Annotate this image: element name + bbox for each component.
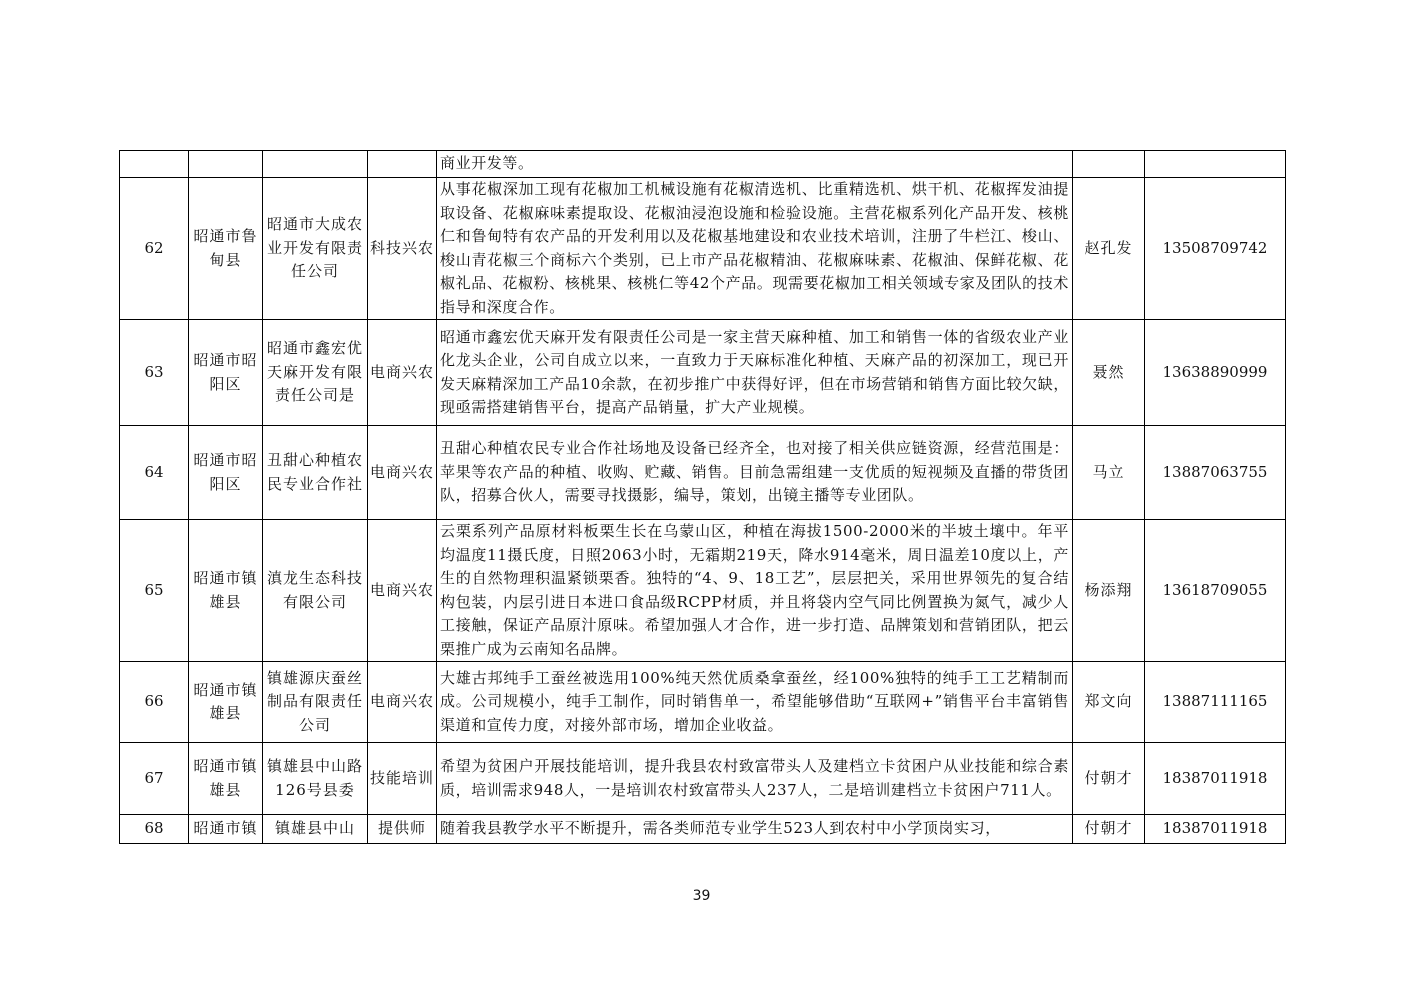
organization-cell: 滇龙生态科技有限公司 bbox=[263, 520, 368, 662]
category-cell: 电商兴农 bbox=[368, 520, 437, 662]
table-row bbox=[120, 320, 1286, 426]
table-row bbox=[120, 151, 1286, 178]
region-cell bbox=[189, 151, 263, 178]
phone-cell: 13508709742 bbox=[1145, 178, 1286, 320]
category-cell: 电商兴农 bbox=[368, 320, 437, 426]
organization-cell: 丑甜心种植农民专业合作社 bbox=[263, 426, 368, 520]
category-cell: 科技兴农 bbox=[368, 178, 437, 320]
row-number: 68 bbox=[120, 815, 189, 844]
phone-cell: 13887111165 bbox=[1145, 662, 1286, 743]
organization-cell: 镇雄源庆蚕丝制品有限责任公司 bbox=[263, 662, 368, 743]
contact-person-cell: 付朝才 bbox=[1073, 743, 1145, 815]
table-row bbox=[120, 662, 1286, 743]
category-cell bbox=[368, 151, 437, 178]
region-cell: 昭通市昭阳区 bbox=[189, 320, 263, 426]
organization-cell: 镇雄县中山路126号县委 bbox=[263, 743, 368, 815]
page-number: 39 bbox=[692, 888, 711, 904]
contact-person-cell: 杨添翔 bbox=[1073, 520, 1145, 662]
phone-cell: 13618709055 bbox=[1145, 520, 1286, 662]
row-number bbox=[120, 151, 189, 178]
table-row bbox=[120, 520, 1286, 662]
region-cell: 昭通市鲁甸县 bbox=[189, 178, 263, 320]
region-cell: 昭通市镇雄县 bbox=[189, 662, 263, 743]
region-cell: 昭通市镇雄县 bbox=[189, 743, 263, 815]
organization-cell: 昭通市大成农业开发有限责任公司 bbox=[263, 178, 368, 320]
organization-cell bbox=[263, 151, 368, 178]
description-cell: 希望为贫困户开展技能培训，提升我县农村致富带头人及建档立卡贫困户从业技能和综合素质，培训需求948人，一是培训农村致富带头人237人，二是培训建档立卡贫困户711人。 bbox=[437, 743, 1073, 815]
contact-person-cell: 聂然 bbox=[1073, 320, 1145, 426]
organization-cell: 昭通市鑫宏优天麻开发有限责任公司是 bbox=[263, 320, 368, 426]
description-cell: 大雄古邦纯手工蚕丝被选用100%纯天然优质桑拿蚕丝，经100%独特的纯手工工艺精制而成。公司规模小，纯手工制作，同时销售单一，希望能够借助“互联网+”销售平台丰富销售渠道和宣传力度，对接外部市场，增加企业收益。 bbox=[437, 662, 1073, 743]
contact-person-cell: 马立 bbox=[1073, 426, 1145, 520]
table-row bbox=[120, 178, 1286, 320]
phone-cell: 18387011918 bbox=[1145, 815, 1286, 844]
phone-cell: 18387011918 bbox=[1145, 743, 1286, 815]
region-cell: 昭通市镇 bbox=[189, 815, 263, 844]
row-number: 65 bbox=[120, 520, 189, 662]
data-table bbox=[119, 150, 1286, 844]
table-row bbox=[120, 426, 1286, 520]
category-cell: 电商兴农 bbox=[368, 426, 437, 520]
description-cell: 随着我县教学水平不断提升，需各类师范专业学生523人到农村中小学顶岗实习， bbox=[437, 815, 1073, 844]
category-cell: 技能培训 bbox=[368, 743, 437, 815]
description-cell: 云栗系列产品原材料板栗生长在乌蒙山区，种植在海拔1500-2000米的半坡土壤中。年平均温度11摄氏度，日照2063小时，无霜期219天，降水914毫米，周日温差10度以上，产生的自然物理积温紧锁栗香。独特的“4、9、18工艺”，层层把关，采用世界领先的复合结构包装，内层引进日本进口食品级RCPP材质，并且将袋内空气同比例置换为氮气，减少人工接触，保证产品原汁原味。希望加强人才合作，进一步打造、品牌策划和营销团队，把云栗推广成为云南知名品牌。 bbox=[437, 520, 1073, 662]
row-number: 66 bbox=[120, 662, 189, 743]
phone-cell bbox=[1145, 151, 1286, 178]
row-number: 67 bbox=[120, 743, 189, 815]
contact-person-cell: 付朝才 bbox=[1073, 815, 1145, 844]
description-cell: 从事花椒深加工现有花椒加工机械设施有花椒清选机、比重精选机、烘干机、花椒挥发油提取设备、花椒麻味素提取设、花椒油浸泡设施和检验设施。主营花椒系列化产品开发、核桃仁和鲁甸特有农产品的开发利用以及花椒基地建设和农业技术培训，注册了牛栏江、梭山、梭山青花椒三个商标六个类别，已上市产品花椒精油、花椒麻味素、花椒油、保鲜花椒、花椒礼品、花椒粉、核桃果、核桃仁等42个产品。现需要花椒加工相关领域专家及团队的技术指导和深度合作。 bbox=[437, 178, 1073, 320]
phone-cell: 13887063755 bbox=[1145, 426, 1286, 520]
phone-cell: 13638890999 bbox=[1145, 320, 1286, 426]
table-row bbox=[120, 743, 1286, 815]
table-row bbox=[120, 815, 1286, 844]
description-cell: 丑甜心种植农民专业合作社场地及设备已经齐全，也对接了相关供应链资源，经营范围是：苹果等农产品的种植、收购、贮藏、销售。目前急需组建一支优质的短视频及直播的带货团队，招募合伙人，需要寻找摄影，编导，策划，出镜主播等专业团队。 bbox=[437, 426, 1073, 520]
contact-person-cell bbox=[1073, 151, 1145, 178]
row-number: 64 bbox=[120, 426, 189, 520]
description-cell: 商业开发等。 bbox=[437, 151, 1073, 178]
region-cell: 昭通市昭阳区 bbox=[189, 426, 263, 520]
contact-person-cell: 郑文向 bbox=[1073, 662, 1145, 743]
row-number: 62 bbox=[120, 178, 189, 320]
organization-cell: 镇雄县中山 bbox=[263, 815, 368, 844]
description-cell: 昭通市鑫宏优天麻开发有限责任公司是一家主营天麻种植、加工和销售一体的省级农业产业化龙头企业，公司自成立以来，一直致力于天麻标准化种植、天麻产品的初深加工，现已开发天麻精深加工产品10余款，在初步推广中获得好评，但在市场营销和销售方面比较欠缺，现亟需搭建销售平台，提高产品销量，扩大产业规模。 bbox=[437, 320, 1073, 426]
category-cell: 电商兴农 bbox=[368, 662, 437, 743]
row-number: 63 bbox=[120, 320, 189, 426]
contact-person-cell: 赵孔发 bbox=[1073, 178, 1145, 320]
category-cell: 提供师 bbox=[368, 815, 437, 844]
region-cell: 昭通市镇雄县 bbox=[189, 520, 263, 662]
